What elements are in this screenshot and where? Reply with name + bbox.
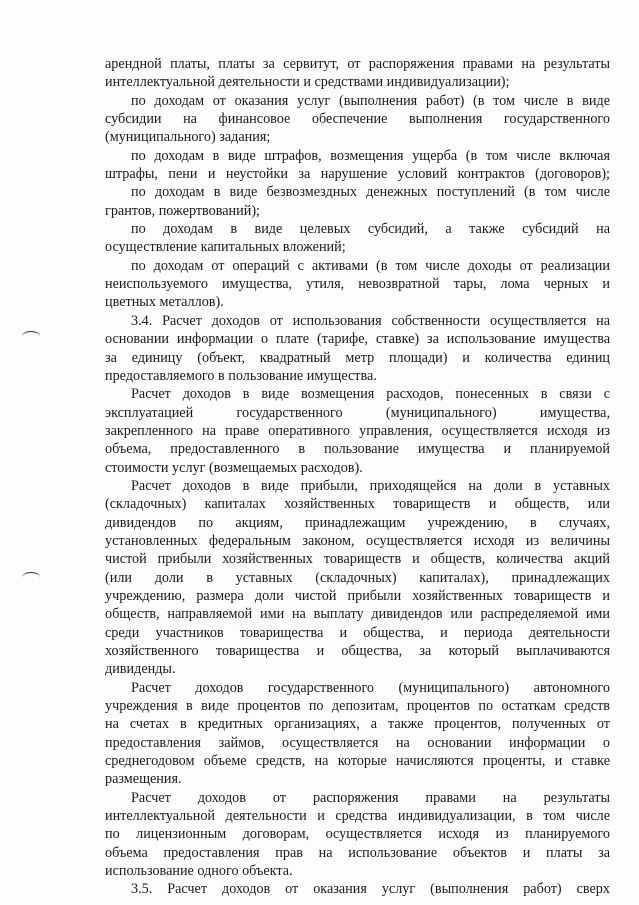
text-line: Расчет доходов от распоряжения правами на результаты — [131, 789, 610, 806]
text-line: (муниципального) задания; — [105, 129, 271, 146]
text-line: Расчет доходов в виде прибыли, приходящейся на доли в уставных — [131, 477, 610, 494]
text-line: обществ, направляемой ими на выплату дивидендов или распределяемой ими — [105, 606, 610, 623]
text-line: субсидии на финансовое обеспечение выполнения государственного — [105, 111, 610, 128]
text-line: дивиденды. — [105, 661, 176, 678]
text-line: чистой прибыли хозяйственных товариществ и обществ, количества акций — [105, 551, 610, 568]
text-line: неиспользуемого имущества, утиля, невозвратной тары, лома черных и — [105, 276, 610, 293]
binding-hole-mark — [22, 331, 40, 342]
text-line: учреждения в виде процентов по депозитам, процентов по остаткам средств — [105, 698, 610, 715]
text-line: 3.4. Расчет доходов от использования собственности осуществляется на — [131, 312, 610, 329]
text-line: осуществление капитальных вложений; — [105, 239, 346, 256]
text-line: учреждению, размера доли чистой прибыли хозяйственных товариществ и — [105, 587, 610, 604]
text-line: на счетах в кредитных организациях, а также процентов, полученных от — [105, 716, 610, 733]
text-line: по доходам в виде целевых субсидий, а также субсидий на — [131, 221, 610, 238]
text-line: объема предоставления прав на использование объектов и платы за — [105, 844, 610, 861]
text-line: закрепленного на праве оперативного управления, осуществляется исходя из — [105, 422, 610, 439]
text-line: основании информации о плате (тарифе, ставке) за использование имущества — [105, 331, 610, 348]
text-line: эксплуатацией государственного (муниципального) имущества, — [105, 404, 610, 421]
text-line: по доходам в виде штрафов, возмещения ущерба (в том числе включая — [131, 147, 610, 164]
text-line: интеллектуальной деятельности и средства индивидуализации, в том числе — [105, 808, 610, 825]
text-line: по доходам в виде безвозмездных денежных поступлений (в том числе — [131, 184, 610, 201]
binding-hole-mark — [22, 572, 40, 583]
text-line: грантов, пожертвований); — [105, 202, 261, 219]
text-line: Расчет доходов государственного (муниципального) автономного — [131, 679, 610, 696]
text-line: цветных металлов). — [105, 294, 224, 311]
text-line: по лицензионным договорам, осуществляется исходя из планируемого — [105, 826, 610, 843]
text-line: интеллектуальной деятельности и средствами индивидуализации); — [105, 74, 510, 91]
text-line: объема, предоставленного в пользование имущества и планируемой — [105, 441, 610, 458]
text-line: 3.5. Расчет доходов от оказания услуг (выполнения работ) сверх — [131, 881, 610, 898]
text-line: хозяйственного товарищества и общества, за который выплачиваются — [105, 643, 610, 659]
text-line: предоставления займов, осуществляется на основании информации о — [105, 734, 610, 751]
text-line: штрафы, пени и неустойки за нарушение условий контрактов (договоров); — [105, 166, 610, 183]
document-body — [105, 55, 610, 899]
text-line: (складочных) капиталах хозяйственных товариществ и обществ, или — [105, 496, 610, 513]
text-line: дивидендов по акциям, принадлежащим учреждению, в случаях, — [105, 514, 610, 531]
text-line: Расчет доходов в виде возмещения расходов, понесенных в связи с — [131, 386, 610, 403]
text-line: предоставляемого в пользование имущества. — [105, 367, 377, 384]
text-line: стоимости услуг (возмещаемых расходов). — [105, 459, 363, 476]
text-line: по доходам от операций с активами (в том числе доходы от реализации — [131, 257, 610, 274]
text-line: за единицу (объект, квадратный метр площади) и количества единиц — [105, 349, 610, 366]
text-line: размещения. — [105, 771, 182, 788]
text-line: среди участников товарищества и общества, и периода деятельности — [105, 624, 610, 641]
text-line: арендной платы, платы за сервитут, от распоряжения правами на результаты — [105, 56, 610, 72]
text-line: (или доли в уставных (складочных) капиталах), принадлежащих — [105, 569, 610, 586]
text-line: установленных федеральным законом, осуществляется исходя из величины — [105, 532, 610, 549]
text-line: среднегодовом объеме средств, на которые начисляются проценты, и ставке — [105, 753, 610, 770]
text-line: по доходам от оказания услуг (выполнения работ) (в том числе в виде — [131, 92, 610, 109]
text-line: использование одного объекта. — [105, 863, 293, 880]
